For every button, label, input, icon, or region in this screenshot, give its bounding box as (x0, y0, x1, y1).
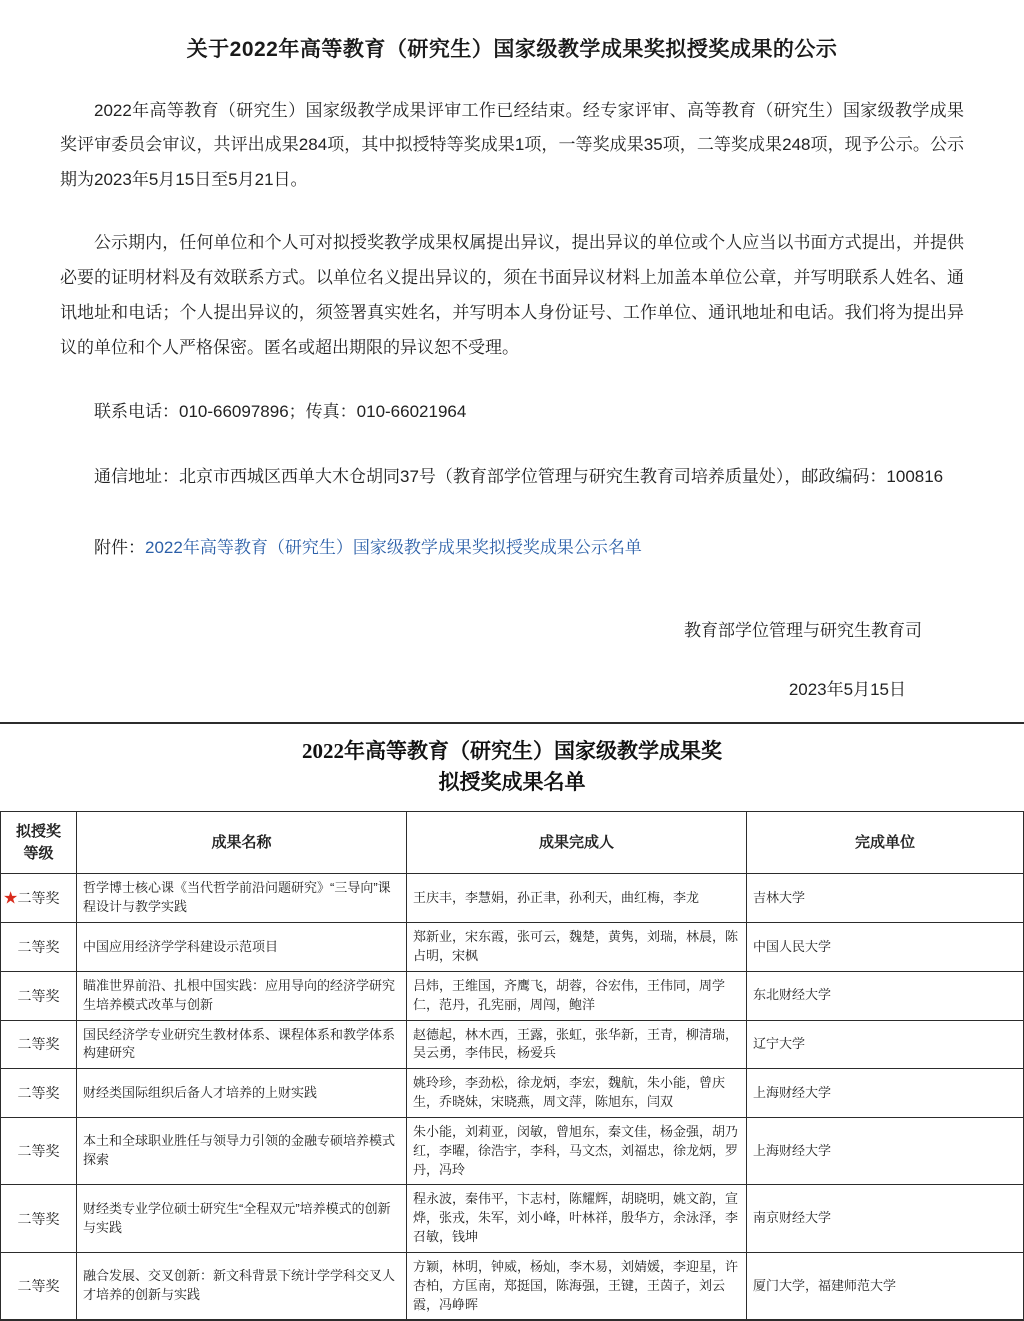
row-rank-cell: 二等奖 (1, 1020, 77, 1069)
column-header-name: 成果名称 (77, 811, 407, 874)
row-rank-cell: 二等奖 (1, 971, 77, 1020)
star-icon: ★ (3, 888, 19, 908)
table-row (1, 874, 1024, 923)
row-name-cell: 财经类国际组织后备人才培养的上财实践 (77, 1069, 407, 1118)
row-name-cell: 国民经济学专业研究生教材体系、课程体系和教学体系构建研究 (77, 1020, 407, 1069)
row-people-cell: 王庆丰，李慧娟，孙正聿，孙利天，曲红梅，李龙 (407, 874, 747, 923)
column-header-rank (1, 811, 77, 874)
issuer-signature: 教育部学位管理与研究生教育司 (684, 620, 922, 640)
row-unit-cell: 中国人民大学 (747, 923, 1024, 972)
table-row (1, 923, 1024, 972)
column-header-rank-line2: 等级 (23, 844, 54, 862)
row-rank-cell: 二等奖 (1, 1185, 77, 1253)
row-unit-cell: 辽宁大学 (747, 1020, 1024, 1069)
row-name-cell: 哲学博士核心课《当代哲学前沿问题研究》“三导向”课程设计与教学实践 (77, 874, 407, 923)
row-people-cell: 赵德起，林木西，王露，张虹，张华新，王青，柳清瑞，吴云勇，李伟民，杨爱兵 (407, 1020, 747, 1069)
row-name-cell: 瞄准世界前沿、扎根中国实践：应用导向的经济学研究生培养模式改革与创新 (77, 971, 407, 1020)
award-list-table (0, 811, 1024, 1321)
row-people-cell: 方颖，林明，钟威，杨灿，李木易，刘婧媛，李迎星，许杏柏，方匡南，郑挺国，陈海强，王键，王茵子，刘云霞，冯峥晖 (407, 1252, 747, 1320)
row-people-cell: 程永波，秦伟平，卞志村，陈耀辉，胡晓明，姚文韵，宣烨，张戎，朱军，刘小峰，叶林祥，殷华方，余泳泽，李召敏，钱坤 (407, 1185, 747, 1253)
table-header-row (1, 811, 1024, 874)
row-rank-label: 二等奖 (17, 890, 60, 907)
row-rank-cell: 二等奖 (1, 1252, 77, 1320)
row-name-cell: 财经类专业学位硕士研究生“全程双元”培养模式的创新与实践 (77, 1185, 407, 1253)
notice-paragraph-1: 2022年高等教育（研究生）国家级教学成果评审工作已经结束。经专家评审、高等教育（研究生）国家级教学成果奖评审委员会审议，共评出成果284项，其中拟授特等奖成果1项，一等奖成果35项，二等奖成果248项，现予公示。公示期为2023年5月15日至5月21日。 (60, 100, 964, 190)
contact-phone-line: 联系电话：010-66097896；传真：010-66021964 (94, 402, 467, 422)
issue-date: 2023年5月15日 (788, 679, 906, 699)
table-row (1, 971, 1024, 1020)
table-title-line2: 拟授奖成果名单 (438, 770, 586, 795)
row-unit-cell: 东北财经大学 (747, 971, 1024, 1020)
row-unit-cell: 上海财经大学 (747, 1117, 1024, 1185)
attachment-label: 附件： (94, 538, 145, 558)
table-body (1, 874, 1024, 1320)
row-name-cell: 中国应用经济学学科建设示范项目 (77, 923, 407, 972)
table-row (1, 1252, 1024, 1320)
row-people-cell: 朱小能，刘莉亚，闵敏，曾旭东，秦文佳，杨金强，胡乃红，李曜，徐浩宇，李科，马文杰，刘福忠，徐龙炳，罗丹，冯玲 (407, 1117, 747, 1185)
row-people-cell: 吕炜，王维国，齐鹰飞，胡蓉，谷宏伟，王伟同，周学仁，范丹，孔宪丽，周闯，鲍洋 (407, 971, 747, 1020)
column-header-people: 成果完成人 (407, 811, 747, 874)
table-row (1, 1185, 1024, 1253)
row-rank-cell: 二等奖 (1, 923, 77, 972)
table-title (0, 724, 1024, 811)
notice-paragraph-2: 公示期内，任何单位和个人可对拟授奖教学成果权属提出异议，提出异议的单位或个人应当以书面方式提出，并提供必要的证明材料及有效联系方式。以单位名义提出异议的，须在书面异议材料上加盖本单位公章，并写明联系人姓名、通讯地址和电话；个人提出异议的，须签署真实姓名，并写明本人身份证号、工作单位、通讯地址和电话。我们将为提出异议的单位和个人严格保密。匿名或超出期限的异议恕不受理。 (60, 233, 964, 357)
contact-address-line: 通信地址：北京市西城区西单大木仓胡同37号（教育部学位管理与研究生教育司培养质量处），邮政编码：100816 (94, 467, 944, 487)
row-people-cell: 郑新业，宋东霞，张可云，魏楚，黄隽，刘瑞，林晨，陈占明，宋枫 (407, 923, 747, 972)
row-rank-cell: 二等奖 (1, 1069, 77, 1118)
row-people-cell: 姚玲珍，李劲松，徐龙炳，李宏，魏航，朱小能，曾庆生，乔晓妹，宋晓燕，周文萍，陈旭东，闫双 (407, 1069, 747, 1118)
attachment-link[interactable]: 2022年高等教育（研究生）国家级教学成果奖拟授奖成果公示名单 (145, 538, 642, 558)
page-title: 关于2022年高等教育（研究生）国家级教学成果奖拟授奖成果的公示 (186, 38, 838, 61)
table-title-line1: 2022年高等教育（研究生）国家级教学成果奖 (302, 738, 722, 763)
row-rank-cell (1, 874, 77, 923)
row-name-cell: 本土和全球职业胜任与领导力引领的金融专硕培养模式探索 (77, 1117, 407, 1185)
row-unit-cell: 吉林大学 (747, 874, 1024, 923)
table-row (1, 1020, 1024, 1069)
row-unit-cell: 厦门大学，福建师范大学 (747, 1252, 1024, 1320)
table-row (1, 1069, 1024, 1118)
attachment-line (60, 531, 964, 566)
row-unit-cell: 上海财经大学 (747, 1069, 1024, 1118)
award-list-table-block (0, 722, 1024, 1321)
column-header-rank-line1: 拟授奖 (15, 822, 61, 840)
row-rank-cell: 二等奖 (1, 1117, 77, 1185)
row-unit-cell: 南京财经大学 (747, 1185, 1024, 1253)
column-header-unit: 完成单位 (747, 811, 1024, 874)
table-row (1, 1117, 1024, 1185)
notice-body (0, 94, 1024, 700)
row-name-cell: 融合发展、交叉创新：新文科背景下统计学学科交叉人才培养的创新与实践 (77, 1252, 407, 1320)
